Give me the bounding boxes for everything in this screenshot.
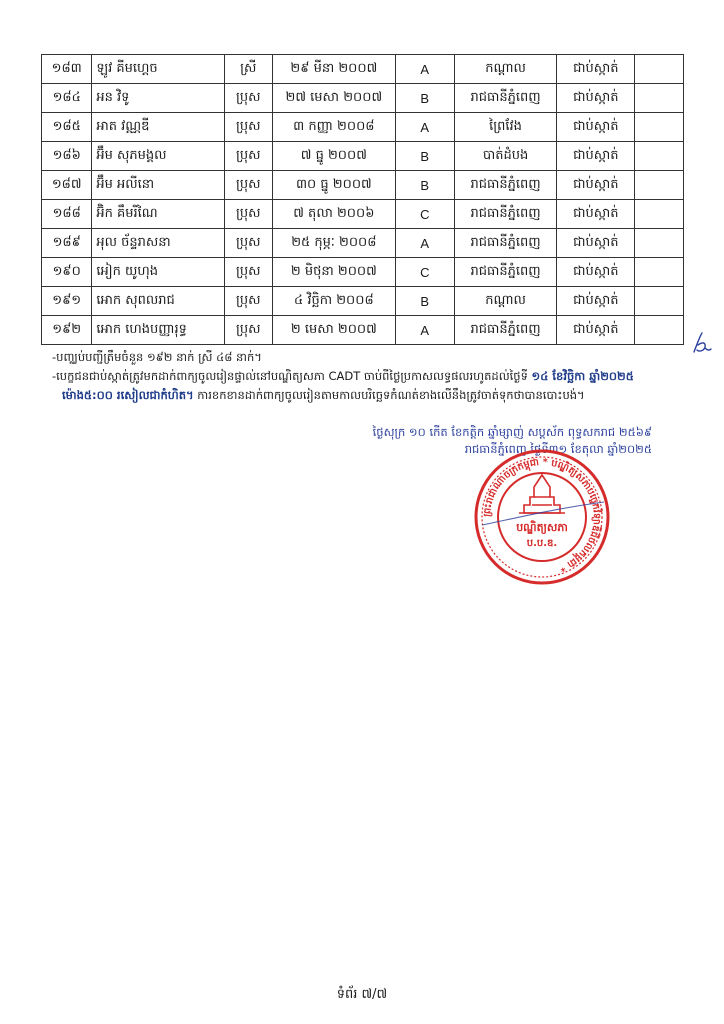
blank-cell-cell bbox=[635, 200, 684, 229]
grade-cell: B bbox=[395, 171, 454, 200]
student-name-cell: អ៊ឹម អលីនោ bbox=[92, 171, 224, 200]
province-cell: ព្រៃវែង bbox=[454, 113, 557, 142]
province-cell: រាជធានីភ្នំពេញ bbox=[454, 316, 557, 345]
student-name-cell: អុល ច័ន្ទរាសនា bbox=[92, 229, 224, 258]
notes bbox=[52, 348, 692, 405]
result-status-cell: ជាប់ស្កាត់ bbox=[557, 229, 635, 258]
province-cell: កណ្តាល bbox=[454, 287, 557, 316]
table-row bbox=[42, 258, 684, 287]
seal-abbr: ប.ប.ឌ. bbox=[526, 538, 558, 549]
student-name-cell: អ៊ឹម សុភមង្គល bbox=[92, 142, 224, 171]
result-status-cell: ជាប់ស្កាត់ bbox=[557, 142, 635, 171]
province-cell: កណ្តាល bbox=[454, 55, 557, 84]
table-row bbox=[42, 142, 684, 171]
gender-cell: ស្រី bbox=[224, 55, 272, 84]
gender-cell: ប្រុស bbox=[224, 113, 272, 142]
table-row bbox=[42, 171, 684, 200]
result-status-cell: ជាប់ស្កាត់ bbox=[557, 287, 635, 316]
student-name-cell: អាត វណ្ណឌី bbox=[92, 113, 224, 142]
gender-cell: ប្រុស bbox=[224, 200, 272, 229]
province-cell: រាជធានីភ្នំពេញ bbox=[454, 229, 557, 258]
birth-date-cell: ៣០ ធ្នូ ២០០៧ bbox=[272, 171, 395, 200]
grade-cell: B bbox=[395, 287, 454, 316]
temple-icon bbox=[519, 475, 565, 513]
gender-cell: ប្រុស bbox=[224, 142, 272, 171]
province-cell: រាជធានីភ្នំពេញ bbox=[454, 200, 557, 229]
gender-cell: ប្រុស bbox=[224, 229, 272, 258]
student-name-cell: ឡូវ គីមហ្គេច bbox=[92, 55, 224, 84]
result-status-cell: ជាប់ស្កាត់ bbox=[557, 200, 635, 229]
grade-cell: A bbox=[395, 55, 454, 84]
blank-cell-cell bbox=[635, 258, 684, 287]
note-deadline-text: -បេក្ខជនជាប់ស្កាត់ត្រូវមកដាក់ពាក្យចូលរៀនផ្ទាល់នៅបណ្ឌិត្យសភា CADT ចាប់ពីថ្ងៃប្រកាសលទ្ធផលរហូតដល់ថ្ងៃទី bbox=[52, 369, 532, 383]
row-number-cell: ១៨៨ bbox=[42, 200, 92, 229]
page-number: ទំព័រ ៧/៧ bbox=[336, 987, 388, 1002]
note-deadline-cont bbox=[52, 386, 692, 405]
row-number-cell: ១៨៦ bbox=[42, 142, 92, 171]
note-deadline-date: ១៤ ខែវិច្ឆិកា ឆ្នាំ២០២៥ bbox=[531, 369, 634, 383]
gender-cell: ប្រុស bbox=[224, 171, 272, 200]
row-number-cell: ១៨៩ bbox=[42, 229, 92, 258]
province-cell: រាជធានីភ្នំពេញ bbox=[454, 258, 557, 287]
result-status-cell: ជាប់ស្កាត់ bbox=[557, 113, 635, 142]
solar-date: រាជធានីភ្នំពេញ ថ្ងៃទី៣១ ខែតុលា ឆ្នាំ២០២៥ bbox=[464, 442, 652, 456]
note-forfeit-text: ការខកខានដាក់ពាក្យចូលរៀនតាមកាលបរិច្ឆេទកំណត់ខាងលើនឹងត្រូវចាត់ទុកថាបានបោះបង់។ bbox=[193, 388, 585, 402]
birth-date-cell: ២ មេសា ២០០៧ bbox=[272, 316, 395, 345]
gender-cell: ប្រុស bbox=[224, 287, 272, 316]
row-number-cell: ១៨៤ bbox=[42, 84, 92, 113]
blank-cell-cell bbox=[635, 171, 684, 200]
birth-date-cell: ៤ វិច្ឆិកា ២០០៨ bbox=[272, 287, 395, 316]
row-number-cell: ១៨៣ bbox=[42, 55, 92, 84]
result-status-cell: ជាប់ស្កាត់ bbox=[557, 84, 635, 113]
grade-cell: C bbox=[395, 200, 454, 229]
student-name-cell: អ៊ិក គឹមរីណៃ bbox=[92, 200, 224, 229]
birth-date-cell: ២៥ កុម្ភៈ ២០០៨ bbox=[272, 229, 395, 258]
result-status-cell: ជាប់ស្កាត់ bbox=[557, 258, 635, 287]
province-cell: រាជធានីភ្នំពេញ bbox=[454, 171, 557, 200]
grade-cell: A bbox=[395, 113, 454, 142]
student-name-cell: អោក ហេងបញ្ញារុទ្ធ bbox=[92, 316, 224, 345]
result-status-cell: ជាប់ស្កាត់ bbox=[557, 316, 635, 345]
blank-cell-cell bbox=[635, 113, 684, 142]
row-number-cell: ១៩០ bbox=[42, 258, 92, 287]
row-number-cell: ១៨៧ bbox=[42, 171, 92, 200]
birth-date-cell: ២ មិថុនា ២០០៧ bbox=[272, 258, 395, 287]
student-name-cell: អន វិទូ bbox=[92, 84, 224, 113]
result-status-cell: ជាប់ស្កាត់ bbox=[557, 171, 635, 200]
gender-cell: ប្រុស bbox=[224, 316, 272, 345]
seal-center-text: បណ្ឌិត្យសភា bbox=[516, 521, 568, 534]
official-seal bbox=[472, 447, 612, 587]
grade-cell: B bbox=[395, 84, 454, 113]
province-cell: រាជធានីភ្នំពេញ bbox=[454, 84, 557, 113]
table-row bbox=[42, 200, 684, 229]
grade-cell: C bbox=[395, 258, 454, 287]
birth-date-cell: ២៧ មេសា ២០០៧ bbox=[272, 84, 395, 113]
province-cell: បាត់ដំបង bbox=[454, 142, 557, 171]
table-row bbox=[42, 287, 684, 316]
blank-cell-cell bbox=[635, 229, 684, 258]
result-status-cell: ជាប់ស្កាត់ bbox=[557, 55, 635, 84]
results-table bbox=[41, 54, 684, 345]
gender-cell: ប្រុស bbox=[224, 258, 272, 287]
table-row bbox=[42, 84, 684, 113]
gender-cell: ប្រុស bbox=[224, 84, 272, 113]
birth-date-cell: ៧ តុលា ២០០៦ bbox=[272, 200, 395, 229]
grade-cell: A bbox=[395, 316, 454, 345]
note-deadline bbox=[52, 367, 692, 386]
lunar-date: ថ្ងៃសុក្រ ១០ កើត ខែកត្តិក ឆ្នាំម្សាញ់ សប្តស័ក ពុទ្ធសករាជ ២៥៦៩ bbox=[372, 425, 652, 439]
table-row bbox=[42, 113, 684, 142]
row-number-cell: ១៩១ bbox=[42, 287, 92, 316]
note-total: -បញ្ឈប់បញ្ជីត្រឹមចំនួន ១៩២ នាក់ ស្រី ៤៨ នាក់។ bbox=[52, 350, 262, 364]
grade-cell: A bbox=[395, 229, 454, 258]
table-row bbox=[42, 229, 684, 258]
blank-cell-cell bbox=[635, 287, 684, 316]
blank-cell-cell bbox=[635, 316, 684, 345]
birth-date-cell: ២៩ មីនា ២០០៧ bbox=[272, 55, 395, 84]
birth-date-cell: ៧ ធ្នូ ២០០៧ bbox=[272, 142, 395, 171]
blank-cell-cell bbox=[635, 142, 684, 171]
note-deadline-time: ម៉ោង៥:០០ រសៀលជាកំហិត។ bbox=[62, 388, 194, 402]
blank-cell-cell bbox=[635, 55, 684, 84]
table-row bbox=[42, 55, 684, 84]
row-number-cell: ១៨៥ bbox=[42, 113, 92, 142]
student-name-cell: អោក សុពលរាជ bbox=[92, 287, 224, 316]
student-name-cell: អៀក យូហុង bbox=[92, 258, 224, 287]
grade-cell: B bbox=[395, 142, 454, 171]
birth-date-cell: ៣ កញ្ញា ២០០៨ bbox=[272, 113, 395, 142]
blank-cell-cell bbox=[635, 84, 684, 113]
seal-ring-text: ព្រះរាជាណាចក្រកម្ពុជា * បណ្ឌិត្យសភាបច្ចេកវិទ្យាឌីជីថលកម្ពុជា * bbox=[481, 456, 603, 574]
row-number-cell: ១៩២ bbox=[42, 316, 92, 345]
table-row bbox=[42, 316, 684, 345]
